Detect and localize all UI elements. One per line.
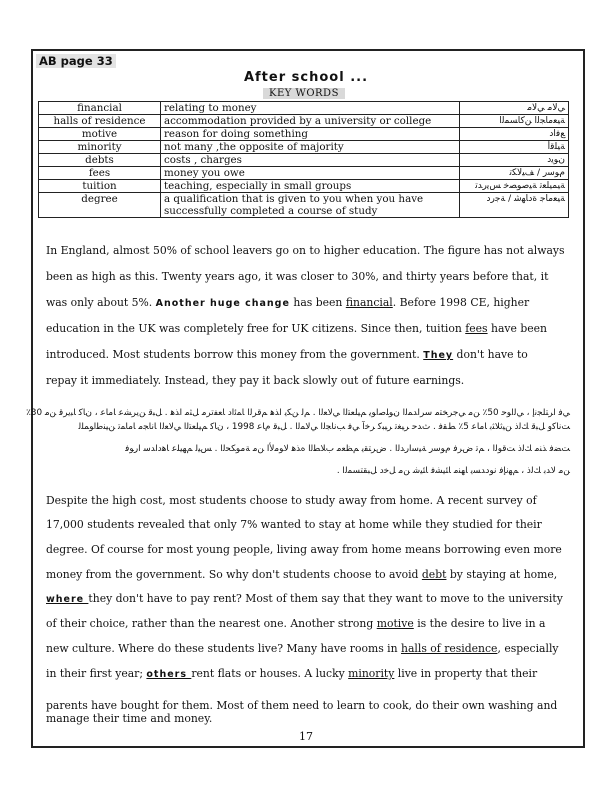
arabic-line: ﺖﻧﺎﻛو ﻞﺒﻗ ﻚﻟذ ﻦﻴﺛﻼﺜﺑ ﺎﻣﺎﻋ 5٪ ﻂﻘﻓ . ثﺪﺣ ﺮﻴﻐﺗ ﺮﻴﺒﻛ ﺮﺧآ ﻲﻓ ﺐﻧﺎﺠﻟا ﻲﻟﺎﻤﻟا . ﻞﺒﻗ مﺎﻋ 1998 ، نﺎﻛ ﻢﻴﻠﻌﺘﻟا ﻲﻟﺎﻌﻟا ﺎﻧﺎﺠﻣ ﺎﻣﺎﻤﺗ ﻦﻴﻨﻃاﻮﻤﻠﻟ [78, 422, 570, 432]
paragraph-line: Despite the high cost, most students choose to study away from home. A recent survey of [46, 494, 537, 507]
vocab-highlight: fees [465, 322, 488, 335]
paragraph-line: repay it immediately. Instead, they pay it back slowly out of future earnings. [46, 374, 465, 387]
text-span: is the desire to live in a [413, 617, 546, 630]
vocab-highlight: financial [345, 296, 393, 309]
table-row [39, 115, 569, 128]
text-span: in their first year; [46, 667, 147, 680]
vocab-arabic: ﻲﻟﺎﻣ ﻲﻟﺎﻣ [460, 102, 569, 115]
text-span: of their choice, rather than the nearest one. Another strong [46, 617, 377, 630]
arabic-line: ﻦﻣ ﻻﺪﺑ ﻚﻟذ ، ﻢﻬﻧﺈﻓ نودﺪﺴﻳ ﺎﻬﻨﻣ ﺎﺌﻴﺸﻓ ﺎﺌﻴﺷ ﻦﻣ ﻞﺧد ﻞﺒﻘﺘﺴﻤﻟا . [336, 466, 570, 476]
vocab-term: motive [39, 128, 161, 141]
table-row [39, 128, 569, 141]
text-span: Another huge change [155, 298, 290, 309]
paragraph-line [46, 322, 547, 335]
paragraph-line: 17,000 students revealed that only 7% wanted to stay at home while they studied for their [46, 518, 542, 531]
vocab-highlight: minority [348, 667, 395, 680]
vocab-definition: reason for doing something [161, 128, 460, 141]
text-span: money from the government. So why don't students choose to avoid [46, 568, 422, 581]
page-label: AB page 33 [36, 54, 116, 68]
vocab-arabic: ﺔﻴﻠﻗأ [460, 141, 569, 154]
text-span: they don't have to pay rent? Most of them say that they want to move to the university [88, 592, 563, 605]
page-number: 17 [299, 730, 313, 743]
paragraph-line [46, 348, 528, 361]
text-span: new culture. Where do these students live? Many have rooms in [46, 642, 402, 655]
vocabulary-table [38, 101, 569, 218]
text-span: education in the UK was completely free for UK citizens. Since then, tuition [46, 322, 466, 335]
table-row [39, 154, 569, 167]
table-row [39, 167, 569, 180]
text-span: rent flats or houses. A lucky [191, 667, 349, 680]
paragraph-line [46, 568, 557, 581]
pronoun-highlight: others [146, 669, 192, 680]
vocab-definition: relating to money [161, 102, 460, 115]
table-row [39, 180, 569, 193]
vocab-arabic: مﻮﺳر / ﻒﻴﻟﺎﻜﺗ [460, 167, 569, 180]
page-title: After school ... [243, 70, 369, 85]
pronoun-highlight: where [46, 594, 89, 605]
text-span: have been [487, 322, 547, 335]
text-span: live in property that their [394, 667, 538, 680]
vocab-arabic: ﺔﻴﻤﻴﻠﻌﺗ ﺔﻴﺻﻮﺼﺧ ﺲﻳرﺪﺗ [460, 180, 569, 193]
vocab-definition: costs , charges [161, 154, 460, 167]
paragraph-line [46, 296, 529, 309]
paragraph-line: been as high as this. Twenty years ago, it was closer to 30%, and thirty years before that, it [46, 270, 549, 283]
vocab-term: tuition [39, 180, 161, 193]
paragraph-2 [46, 494, 574, 729]
vocab-arabic: ﺔﻴﻌﻣﺎﺠﻟا ﻦﻛﺎﺴﻤﻟا [460, 115, 569, 128]
paragraph-line: manage their time and money. [46, 712, 213, 725]
paragraph-line: degree. Of course for most young people, living away from home means borrowing even more [46, 543, 562, 556]
vocab-definition: accommodation provided by a university or college [161, 115, 460, 128]
paragraph-line [46, 592, 563, 605]
vocab-definition: not many ,the opposite of majority [161, 141, 460, 154]
vocab-term: fees [39, 167, 161, 180]
table-row [39, 141, 569, 154]
pronoun-highlight: They [423, 350, 454, 361]
vocab-term: degree [39, 193, 161, 218]
table-row [39, 193, 569, 218]
text-span: don't have to [453, 348, 528, 361]
vocab-arabic: ﻊﻓاد [460, 128, 569, 141]
vocab-arabic: ﺔﻴﻌﻣﺎﺟ ةدﺎﻬﺷ / ﺔﺟرد [460, 193, 569, 218]
text-span: was only about 5%. [46, 296, 156, 309]
vocab-arabic: نﻮﻳد [460, 154, 569, 167]
key-words-heading: KEY WORDS [263, 88, 345, 99]
arabic-translation [26, 408, 570, 478]
vocab-term: minority [39, 141, 161, 154]
vocab-term: debts [39, 154, 161, 167]
paragraph-line [46, 642, 559, 655]
paragraph-line [46, 617, 545, 630]
vocab-term: halls of residence [39, 115, 161, 128]
vocab-term: financial [39, 102, 161, 115]
paragraph-line [46, 667, 537, 680]
text-span: has been [289, 296, 346, 309]
arabic-line: ﻲﻓ اﺮﺘﻠﺠﻧإ ، ﻲﻟاﻮﺣ 50٪ ﻦﻣ ﻲﺟﺮﺨﺘﻣ سراﺪﻤﻟا نﻮﻠﺻاﻮﻳ ﻢﻴﻠﻌﺘﻟا ﻲﻟﺎﻌﻟا . ﻢﻟ ﻦﻜﻳ اﺬﻫ ﻢﻗﺮﻟا ﺎﻤﺋاد ﺎﻌﻔﺗﺮﻣ ﻞﺜﻣ اﺬﻫ . ﻞﺒﻗ ﻦﻳﺮﺸﻋ ﺎﻣﺎﻋ ، نﺎﻛ ﺎﺒﻳﺮﻗ ﻦﻣ 30٪ [26, 408, 570, 418]
vocab-definition: a qualification that is given to you when you have successfully completed a course of study [161, 193, 460, 218]
text-span: introduced. Most students borrow this money from the government. [46, 348, 424, 361]
vocab-highlight: halls of residence [401, 642, 498, 655]
vocab-highlight: debt [421, 568, 447, 581]
paragraph-1 [46, 244, 574, 394]
text-span: . Before 1998 CE, higher [392, 296, 530, 309]
paragraph-line: In England, almost 50% of school leavers go on to higher education. The figure has not always [46, 244, 565, 257]
vocab-definition: money you owe [161, 167, 460, 180]
text-span: , especially [497, 642, 559, 655]
arabic-line: ﺖﻀﻓ ﺬﻨﻣ ﻚﻟذ ﺖﻗﻮﻟا ، ﻢﺗ ضﺮﻓ مﻮﺳر ﺔﻴﺳارﺪﻟا . ضﺮﺘﻘﻳ ﻢﻈﻌﻣ بﻼﻄﻟا هﺬﻫ لاﻮﻣﻷا ﻦﻣ ﺔﻣﻮﻜﺤﻟا . ﺲﻴﻟ ﻢﻬﻴﻠﻋ ﺎﻫداﺪﺳ ارﻮﻓ [125, 444, 570, 454]
vocab-definition: teaching, especially in small groups [161, 180, 460, 193]
table-row [39, 102, 569, 115]
text-span: by staying at home, [446, 568, 558, 581]
paragraph-line: parents have bought for them. Most of them need to learn to cook, do their own washing and [46, 699, 558, 712]
vocab-highlight: motive [376, 617, 414, 630]
